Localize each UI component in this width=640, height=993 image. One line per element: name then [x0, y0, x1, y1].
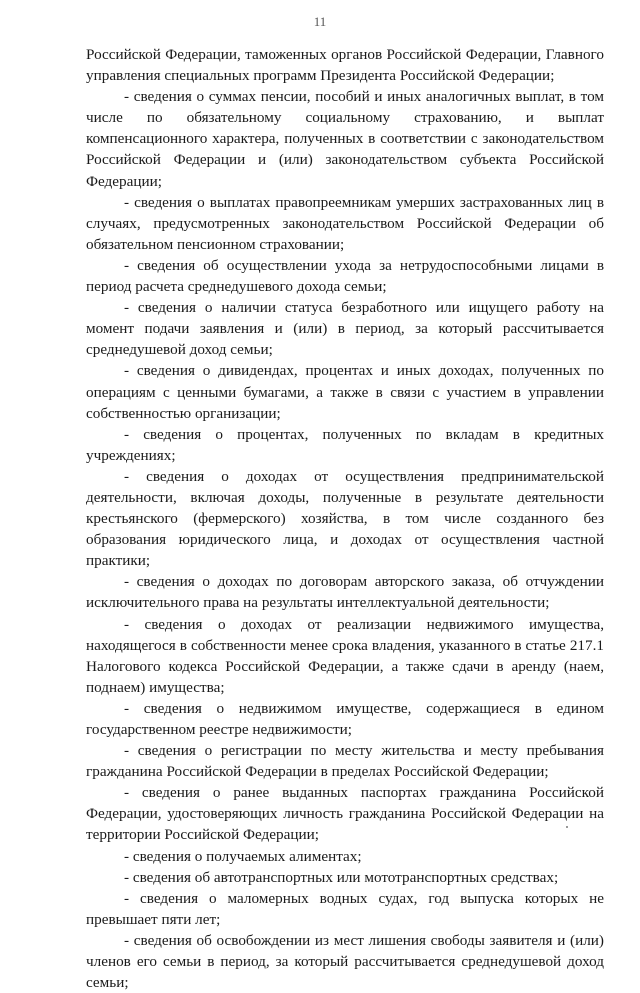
list-item: - сведения о получаемых алиментах; [124, 847, 362, 865]
list-item: - сведения о доходах от реализации недвижимого имущества, находящегося в собственности менее срока владения, указанного в статье 217.1 Налогового кодекса Российской Федерации, а также сдачи в аренду (наем, поднаем) имущества; [86, 615, 604, 696]
list-item: - сведения об автотранспортных или мототранспортных средствах; [124, 868, 559, 886]
list-item: - сведения об освобождении из мест лишения свободы заявителя и (или) членов его семьи в период, за который рассчитывается среднедушевой доход семьи; [86, 931, 604, 992]
list-item: - сведения о маломерных водных судах, год выпуска которых не превышает пяти лет; [86, 889, 604, 928]
list-item: - сведения о доходах по договорам авторского заказа, об отчуждении исключительного права на результаты интеллектуальной деятельности; [86, 573, 604, 612]
list-item: - сведения о суммах пенсии, пособий и иных аналогичных выплат, в том числе по обязательному социальному страхованию, и выплат компенсационного характера, полученных в соответствии с законодательством Российской Федерации и (или) законодательством субъекта Российской Федерации; [86, 88, 604, 190]
list-item: - сведения о регистрации по месту жительства и месту пребывания гражданина Российской Федерации в пределах Российской Федерации; [86, 742, 604, 781]
list-item: - сведения о доходах от осуществления предпринимательской деятельности, включая доходы, полученные в результате деятельности крестьянского (фермерского) хозяйства, в том числе созданного без образования юридического лица, и доходах от осуществления частной практики; [86, 467, 604, 570]
list-item: - сведения о дивидендах, процентах и иных доходах, полученных по операциям с ценными бумагами, а также в связи с участием в управлении собственностью организации; [86, 362, 604, 422]
list-item: - сведения о выплатах правопреемникам умерших застрахованных лиц в случаях, предусмотренных законодательством Российской Федерации об обязательном пенсионном страховании; [86, 193, 604, 253]
list-item: - сведения о наличии статуса безработного или ищущего работу на момент подачи заявления и (или) в период, за который рассчитывается среднедушевой доход семьи; [86, 299, 604, 359]
scan-speck [566, 826, 568, 828]
list-item: - сведения о недвижимом имуществе, содержащиеся в едином государственном реестре недвижимости; [86, 699, 604, 738]
list-item: - сведения об осуществлении ухода за нетрудоспособными лицами в период расчета среднедушевого дохода семьи; [86, 256, 604, 296]
list-item: - сведения о ранее выданных паспортах гражданина Российской Федерации, удостоверяющих личность гражданина Российской Федерации на территории Российской Федерации; [86, 784, 604, 844]
paragraph-continuation: Российской Федерации, таможенных органов Российской Федерации, Главного управления специальных программ Президента Российской Федерации; [86, 46, 604, 85]
page-number: 11 [313, 14, 327, 29]
document-body [86, 44, 604, 993]
list-item: - сведения о процентах, полученных по вкладам в кредитных учреждениях; [86, 425, 604, 464]
